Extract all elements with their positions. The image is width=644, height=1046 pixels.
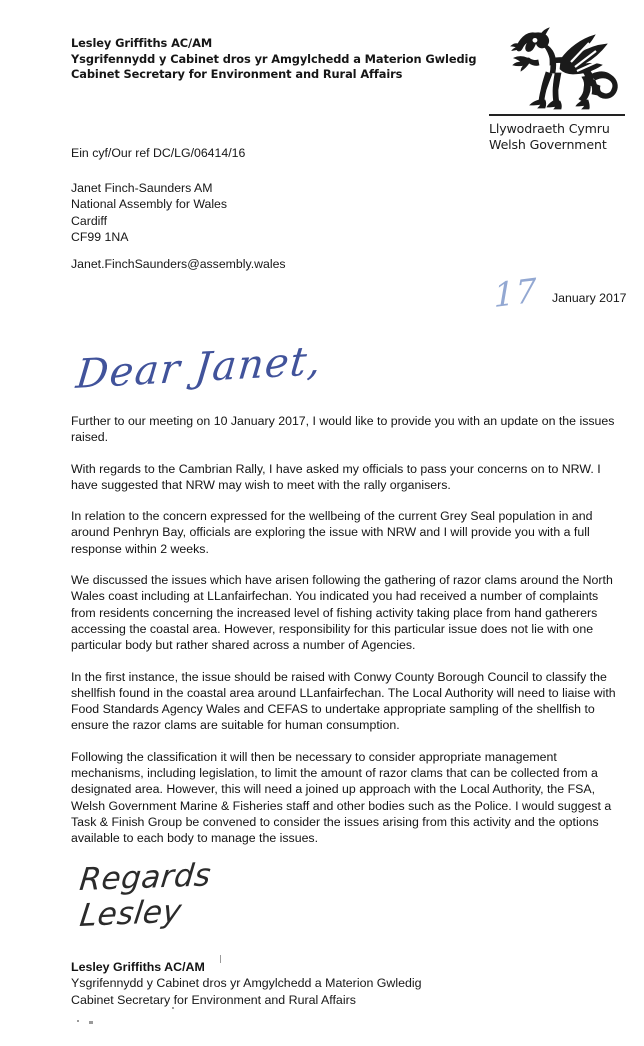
logo-text-welsh: Llywodraeth Cymru — [489, 120, 610, 136]
signature-name: Lesley — [77, 893, 184, 934]
date-day-handwritten: 17 — [493, 270, 538, 316]
reference-line: Ein cyf/Our ref DC/LG/06414/16 — [71, 146, 246, 160]
handwritten-signature — [77, 857, 278, 934]
footer-title-english: Cabinet Secretary for Environment and Rural Affairs — [71, 992, 356, 1007]
recipient-postcode: CF99 1NA — [71, 230, 129, 245]
letter-date — [493, 270, 627, 316]
recipient-email: Janet.FinchSaunders@assembly.wales — [71, 257, 286, 271]
body-paragraph: Further to our meeting on 10 January 2017, I would like to provide you with an update on the issues raised. — [71, 414, 615, 445]
body-paragraph: In the first instance, the issue should be raised with Conwy County Borough Council to classify the shellfish found in the coastal area around LLanfairfechan. The Local Authority will need to liaise with Food Standards Agency Wales and CEFAS to undertake appropriate sampling of the shellfish to ensure the razor clams are suitable for human consumption. — [71, 669, 616, 733]
body-paragraph: In relation to the concern expressed for the wellbeing of the current Grey Seal population in and around Penhryn Bay, officials are exploring the issue with NRW and I will provide you with a full response within 2 weeks. — [71, 509, 593, 556]
handwritten-salutation: Dear Janet, — [74, 337, 325, 398]
signature-regards: Regards — [77, 857, 213, 899]
recipient-organisation: National Assembly for Wales — [71, 197, 228, 212]
scan-artifact — [89, 1021, 93, 1024]
scan-artifact — [77, 1020, 79, 1022]
footer-name: Lesley Griffiths AC/AM — [71, 960, 205, 974]
logo-text-english: Welsh Government — [489, 137, 607, 152]
letter-body — [71, 413, 623, 847]
signature-footer — [71, 959, 491, 1008]
recipient-address — [71, 180, 401, 246]
date-month-year: January 2017 — [552, 291, 627, 305]
scan-artifact — [220, 955, 221, 963]
sender-header — [71, 36, 491, 83]
welsh-government-logo — [489, 26, 629, 154]
body-paragraph: Following the classification it will then be necessary to consider appropriate management mechanisms, including legislation, to limit the amount of razor clams that can be collected from a designated area. However, this will need a joined up approach with the Local Authority, the FSA, Welsh Government Marine & Fisheries staff and other bodies such as the Police. I would suggest a Task & Finish Group be convened to consider the issues arising from this activity and the options available to each body to manage the issues. — [71, 749, 612, 846]
recipient-city: Cardiff — [71, 213, 107, 228]
recipient-name: Janet Finch-Saunders AM — [71, 181, 213, 195]
body-paragraph: We discussed the issues which have arisen following the gathering of razor clams around the North Wales coast including at LLanfairfechan. You indicated you had received a number of complaints from residents concerning the increased level of fishing activity taking place from hand gatherers accessing the coastal area. However, responsibility for this particular issue does not lie with one particular body but rather shared across a number of Agencies. — [71, 573, 613, 653]
sender-name: Lesley Griffiths AC/AM — [71, 36, 213, 50]
body-paragraph: With regards to the Cambrian Rally, I have asked my officials to pass your concerns on to NRW. I have suggested that NRW may wish to meet with the rally organisers. — [71, 461, 601, 492]
sender-title-english: Cabinet Secretary for Environment and Rural Affairs — [71, 67, 403, 82]
footer-title-welsh: Ysgrifennydd y Cabinet dros yr Amgylchedd a Materion Gwledig — [71, 976, 422, 991]
sender-title-welsh: Ysgrifennydd y Cabinet dros yr Amgylchedd a Materion Gwledig — [71, 51, 477, 66]
logo-divider — [489, 114, 625, 116]
scan-artifact — [172, 1007, 174, 1009]
welsh-dragon-crest-icon — [491, 26, 623, 110]
